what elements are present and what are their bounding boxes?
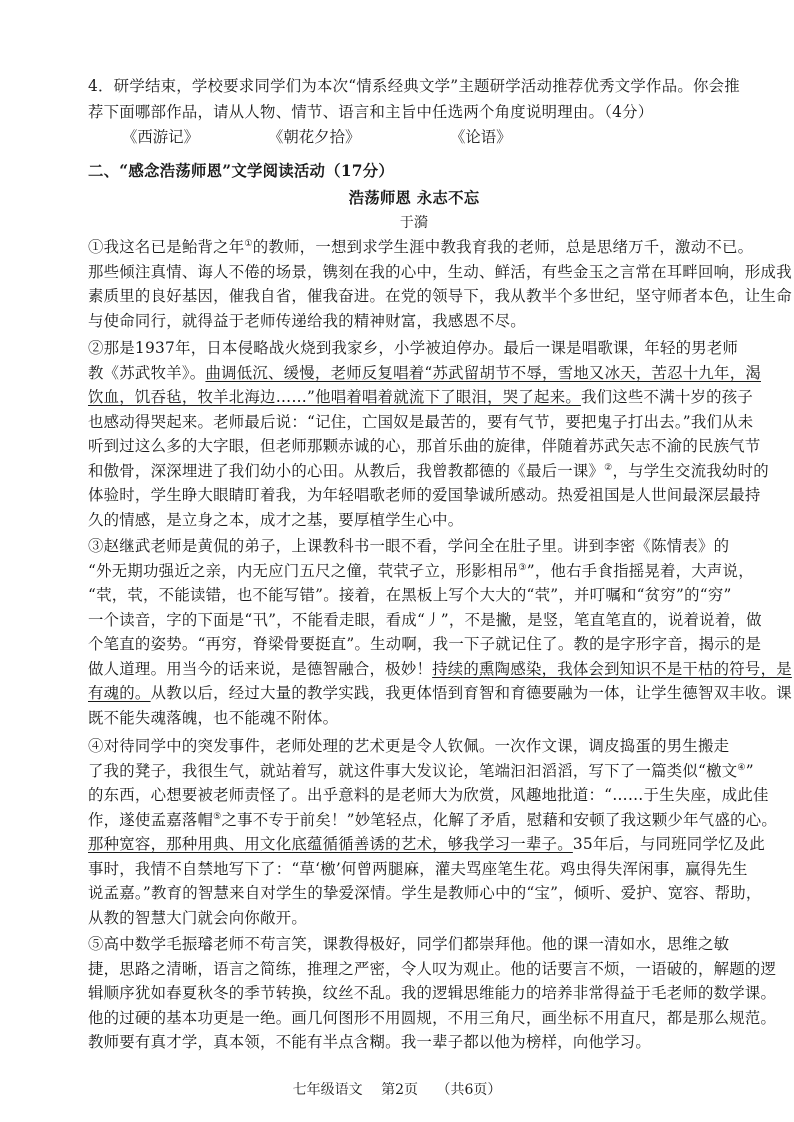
paragraph-p3-line bbox=[88, 682, 792, 705]
footer-total: （共6页） bbox=[436, 1082, 502, 1098]
paragraph-p1-line: 与使命同行，就得益于老师传递给我的精神财富，我感恩不尽。 bbox=[88, 311, 526, 330]
text-segment: 教《苏武牧羊》。 bbox=[88, 363, 206, 382]
paragraph-p5-line: 辑顺序犹如春夏秋冬的季节转换，纹丝不乱。我的逻辑思维能力的培养非常得益于毛老师的数学课。 bbox=[88, 984, 777, 1002]
question-4-line-2: 荐下面哪部作品，请从人物、情节、语言和主旨中任选两个角度说明理由。（4分） bbox=[88, 103, 654, 121]
paragraph-p4-line bbox=[88, 833, 766, 856]
paragraph-p2-line: 体验时，学生睁大眼睛盯着我，为年轻唱歌老师的爱国挚诚所感动。热爱祖国是人世间最深层最持 bbox=[88, 486, 761, 504]
text-segment: 之事不专于前矣！”妙笔轻点，化解了矛盾，慰藉和安顿了我这颗少年气盛的心。 bbox=[221, 810, 778, 829]
book-option-zhaohuaxishi: 《朝花夕拾》 bbox=[268, 128, 361, 146]
paragraph-p4-line: ④对待同学中的突发事件，老师处理的艺术更是令人钦佩。一次作文课，调皮捣蛋的男生搬走 bbox=[88, 737, 730, 755]
footnote-marker: ① bbox=[244, 238, 253, 249]
underlined-sentence: 持续的熏陶感染，我体会到知识不是干枯的符号，是 bbox=[432, 659, 792, 678]
text-segment: ，与学生交流我幼时的 bbox=[612, 461, 769, 480]
paragraph-p4-line bbox=[88, 760, 754, 783]
text-segment: 我们这些不满十岁的孩子 bbox=[580, 388, 754, 406]
paragraph-p1-line bbox=[88, 236, 754, 259]
paragraph-p5-line: 他的过硬的基本功更是一绝。画几何图形不用圆规，不用三角尺，画坐标不用直尺，都是那么规范。 bbox=[88, 1008, 777, 1027]
underlined-sentence: 有魂的。 bbox=[88, 684, 151, 702]
footnote-marker: ④ bbox=[737, 762, 746, 773]
paragraph-p3-line bbox=[88, 658, 792, 681]
paragraph-p1-line: 那些倾注真情、诲人不倦的场景，镌刻在我的心中，生动、鲜活，有些金玉之言常在耳畔回响，形成我 bbox=[88, 262, 792, 281]
book-option-xiyouji: 《西游记》 bbox=[122, 128, 199, 146]
paragraph-p4-line: 从教的智慧大门就会向你敞开。 bbox=[88, 908, 307, 927]
underlined-sentence: 那种宽容，那种用典、用文化底蕴循循善诱的艺术，够我学习一辈子。 bbox=[88, 835, 573, 853]
paragraph-p2-line: ②那是1937年，日本侵略战火烧到我家乡，小学被迫停办。最后一课是唱歌课，年轻的男老师 bbox=[88, 339, 739, 357]
paragraph-p4-line: 的东西，心想要被老师责怪了。出乎意料的是老师大为欣赏，风趣地批道：“……于生失座，成此佳 bbox=[88, 786, 769, 804]
paragraph-p2-line: 听到过这么多的大字眼，但老师那颗赤诚的心，那首乐曲的旋律，伴随着苏武矢志不渝的民族气节 bbox=[88, 437, 761, 455]
page-footer bbox=[0, 1080, 794, 1100]
paragraph-p4-line bbox=[88, 809, 778, 832]
paragraph-p4-line: 说孟嘉。”教育的智慧来自对学生的挚爱深情。学生是教师心中的“宝”，倾听、爱护、宽容、帮助， bbox=[88, 884, 762, 902]
article-title: 浩荡师恩 永志不忘 bbox=[348, 189, 480, 207]
paragraph-p3-line: “茕，茕，不能读错，也不能写错”。接着，在黑板上写个大大的“茕”，并叮嘱和“贫穷”的“穷” bbox=[88, 586, 732, 604]
footer-subject: 七年级语文 bbox=[292, 1082, 363, 1098]
paragraph-p3-line: 个笔直的姿势。“再穷，脊梁骨要挺直”。生动啊，我一下子就记住了。教的是字形字音，揭示的是 bbox=[88, 635, 762, 653]
footnote-marker: ② bbox=[604, 462, 613, 473]
paragraph-p2-line bbox=[88, 362, 761, 385]
text-segment: 作，遂使孟嘉落帽 bbox=[88, 810, 214, 829]
paragraph-p1-line: 素质里的良好基因，催我自省，催我奋进。在党的领导下，我从教半个多世纪，坚守师者本色，让生命 bbox=[88, 287, 792, 305]
text-segment: “外无期功强近之亲，内无应门五尺之僮，茕茕孑立，形影相吊 bbox=[88, 561, 519, 580]
underlined-sentence: 饮血，饥吞毡，牧羊北海边……”他唱着唱着就流下了眼泪，哭了起来。 bbox=[88, 388, 581, 406]
paragraph-p2-line bbox=[88, 386, 754, 409]
footnote-marker: ⑤ bbox=[213, 811, 222, 822]
paragraph-p3-line: 既不能失魂落魄，也不能魂不附体。 bbox=[88, 708, 339, 727]
text-segment: ” bbox=[745, 761, 754, 780]
question-4-line-1: 4．研学结束，学校要求同学们为本次“情系经典文学”主题研学活动推荐优秀文学作品。你会推 bbox=[88, 77, 740, 95]
paragraph-p3-line: ③赵继武老师是黄侃的弟子，上课教科书一眼不看，学问全在肚子里。讲到李密《陈情表》的 bbox=[88, 537, 730, 555]
text-segment: 35年后，与同班同学忆及此 bbox=[572, 835, 766, 853]
paragraph-p5-line: 教师要有真才学，真本领，不能有半点含糊。我一辈子都以他为榜样，向他学习。 bbox=[88, 1033, 652, 1051]
paragraph-p3-line bbox=[88, 560, 754, 583]
text-segment: 从教以后，经过大量的教学实践，我更体悟到育智和育德要融为一体，让学生德智双丰收。课 bbox=[150, 684, 792, 702]
paragraph-p2-line bbox=[88, 460, 769, 483]
book-option-lunyu: 《论语》 bbox=[450, 128, 512, 146]
text-segment: ①我这名已是鲐背之年 bbox=[88, 238, 245, 256]
paragraph-p5-line: ⑤高中数学毛振璿老师不苟言笑，课教得极好，同学们都崇拜他。他的课一清如水，思维之敏 bbox=[88, 935, 730, 953]
text-segment: 了我的凳子，我很生气，就站着写，就这件事大发议论，笔端汩汩滔滔，写下了一篇类似“檄文 bbox=[88, 761, 738, 780]
footer-page: 第2页 bbox=[381, 1082, 418, 1098]
text-segment: 的教师，一想到求学生涯中教我育我的老师，总是思绪万千，激动不已。 bbox=[252, 238, 754, 256]
footnote-marker: ③ bbox=[518, 562, 527, 573]
section-2-heading: 二、“感念浩荡师恩”文学阅读活动（17分） bbox=[88, 162, 395, 180]
text-segment: ”，他右手食指摇晃着，大声说， bbox=[526, 561, 754, 580]
paragraph-p2-line: 也感动得哭起来。老师最后说：“记住，亡国奴是最苦的，要有气节，要把鬼子打出去。”我们从未 bbox=[88, 412, 754, 431]
text-segment: 做人道理。用当今的话来说，是德智融合，极妙！ bbox=[88, 659, 433, 678]
paragraph-p5-line: 捷，思路之清晰，语言之简练，推理之严密，令人叹为观止。他的话要言不烦，一语破的，解题的逻 bbox=[88, 959, 777, 978]
underlined-sentence: 曲调低沉、缓慢，老师反复唱着“苏武留胡节不辱，雪地又冰天，苦忍十九年，渴 bbox=[205, 363, 761, 382]
article-author: 于漪 bbox=[399, 215, 429, 231]
text-segment: 和傲骨，深深埋进了我们幼小的心田。从教后，我曾教都德的《最后一课》 bbox=[88, 461, 605, 480]
paragraph-p4-line: 事时，我情不自禁地写下了：“草‘檄’何曾两腿麻，灌夫骂座笔生花。鸡虫得失浑闲事，赢得先生 bbox=[88, 859, 748, 878]
paragraph-p3-line: 一个读音，字的下面是“卂”，不能看走眼，看成“丿”，不是撇，是竖，笔直笔直的，说着说着，做 bbox=[88, 610, 762, 629]
paragraph-p2-line: 久的情感，是立身之本，成才之基，要厚植学生心中。 bbox=[88, 510, 464, 529]
